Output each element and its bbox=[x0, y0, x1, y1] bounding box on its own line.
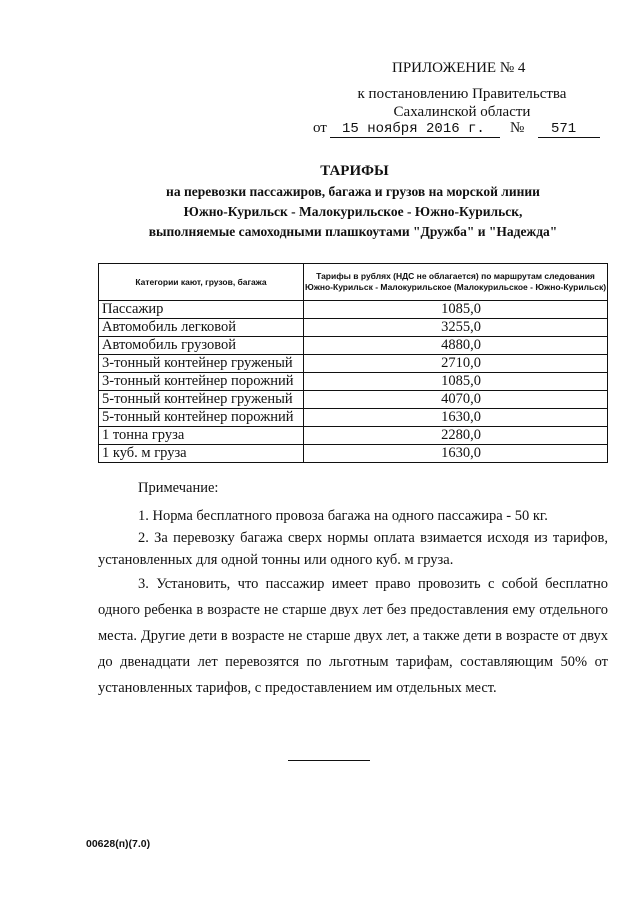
date-underline bbox=[330, 137, 500, 138]
table-cell-category: 3-тонный контейнер порожний bbox=[99, 373, 304, 391]
table-cell-category: 5-тонный контейнер порожний bbox=[99, 409, 304, 427]
resolution-line-2: Сахалинской области bbox=[393, 104, 531, 120]
table-row bbox=[99, 355, 608, 373]
table-row bbox=[99, 319, 608, 337]
appendix-label: ПРИЛОЖЕНИЕ № 4 bbox=[392, 60, 526, 76]
tariff-table bbox=[98, 263, 608, 463]
table-cell-category: Автомобиль легковой bbox=[99, 319, 304, 337]
note-item-2: 2. За перевозку багажа сверх нормы оплата взимается исходя из тарифов, установленных для одной тонны или одного куб. м груза. bbox=[98, 530, 608, 568]
column-header-category: Категории кают, грузов, багажа bbox=[99, 264, 304, 301]
table-cell-tariff: 1085,0 bbox=[304, 301, 608, 319]
table-row bbox=[99, 373, 608, 391]
column-header-tariff: Тарифы в рублях (НДС не облагается) по маршрутам следования Южно-Курильск - Малокурильское (Малокурильское - Южно-Курильск) bbox=[304, 264, 608, 301]
subtitle-line-3: выполняемые самоходными плашкоутами "Дружба" и "Надежда" bbox=[148, 224, 558, 239]
note-item-1: 1. Норма бесплатного провоза багажа на одного пассажира - 50 кг. bbox=[138, 508, 548, 524]
notes-heading: Примечание: bbox=[138, 480, 219, 496]
table-cell-tariff: 1630,0 bbox=[304, 445, 608, 463]
resolution-date: 15 ноября 2016 г. bbox=[342, 121, 485, 137]
table-cell-tariff: 4880,0 bbox=[304, 337, 608, 355]
closing-separator-line bbox=[288, 760, 370, 761]
resolution-number: 571 bbox=[551, 121, 577, 137]
table-row bbox=[99, 409, 608, 427]
footer-code: 00628(п)(7.0) bbox=[86, 838, 151, 850]
table-cell-category: 3-тонный контейнер груженый bbox=[99, 355, 304, 373]
table-header-row bbox=[99, 264, 608, 301]
document-subtitle bbox=[98, 182, 608, 242]
table-cell-tariff: 4070,0 bbox=[304, 391, 608, 409]
table-cell-tariff: 3255,0 bbox=[304, 319, 608, 337]
table-cell-tariff: 1085,0 bbox=[304, 373, 608, 391]
table-cell-category: Пассажир bbox=[99, 301, 304, 319]
table-row bbox=[99, 301, 608, 319]
table-cell-tariff: 1630,0 bbox=[304, 409, 608, 427]
table-row bbox=[99, 445, 608, 463]
table-cell-category: 5-тонный контейнер груженый bbox=[99, 391, 304, 409]
subtitle-line-1: на перевозки пассажиров, багажа и грузов на морской линии bbox=[166, 184, 540, 199]
number-label: № bbox=[510, 120, 525, 136]
table-cell-category: Автомобиль грузовой bbox=[99, 337, 304, 355]
number-underline bbox=[538, 137, 600, 138]
table-cell-tariff: 2280,0 bbox=[304, 427, 608, 445]
resolution-line-1: к постановлению Правительства bbox=[357, 86, 567, 102]
note-item-3: 3. Установить, что пассажир имеет право провозить с собой бесплатно одного ребенка в возрасте не старше двух лет без предоставления ему отдельного места. Другие дети в возрасте не старше двух лет, а также дети в возрасте от двух до двенадцати лет перевозятся по льготным тарифам, составляющим 50% от установленных тарифов, с предоставлением им отдельных мест. bbox=[98, 576, 608, 696]
table-row bbox=[99, 391, 608, 409]
table-cell-category: 1 куб. м груза bbox=[99, 445, 304, 463]
subtitle-line-2: Южно-Курильск - Малокурильское - Южно-Курильск, bbox=[183, 204, 523, 219]
table-cell-tariff: 2710,0 bbox=[304, 355, 608, 373]
document-title: ТАРИФЫ bbox=[320, 163, 389, 179]
table-cell-category: 1 тонна груза bbox=[99, 427, 304, 445]
table-row bbox=[99, 427, 608, 445]
table-row bbox=[99, 337, 608, 355]
date-from-label: от bbox=[313, 120, 327, 136]
